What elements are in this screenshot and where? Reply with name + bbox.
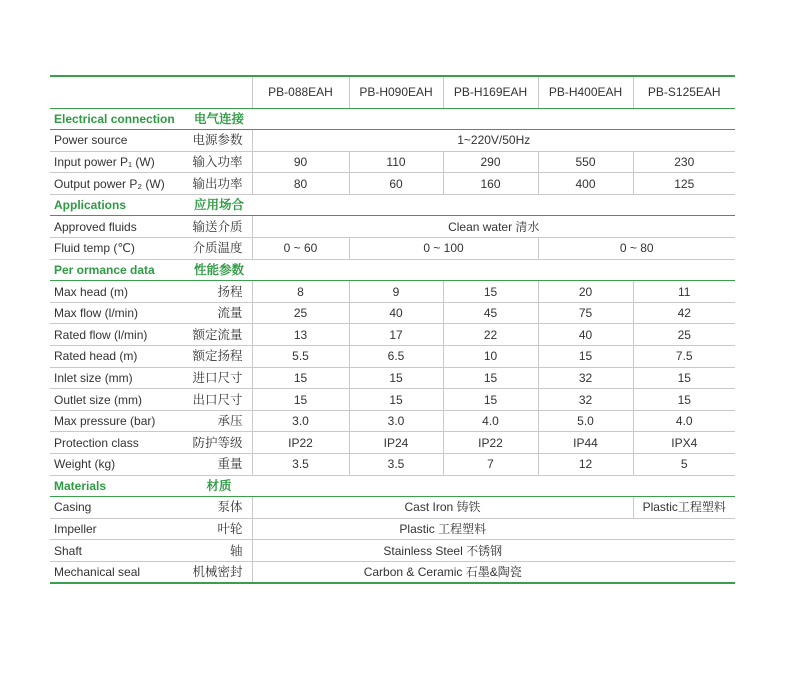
row-weight	[50, 454, 735, 476]
value-pb-h169eah: 22	[443, 324, 538, 346]
value-pb-h090eah: 17	[349, 324, 443, 346]
value-pb-h400eah: 15	[538, 346, 633, 368]
value-pb-s125eah: 15	[633, 367, 735, 389]
model-header-pb-h400eah: PB-H400EAH	[538, 76, 633, 108]
power-source-value: 1~220V/50Hz	[252, 130, 735, 152]
value-pb-h090eah: IP24	[349, 432, 443, 454]
row-power-source	[50, 130, 735, 152]
row-impeller	[50, 518, 735, 540]
row-label-en: Max pressure (bar)	[50, 410, 186, 432]
value-pb-088eah: 15	[252, 367, 349, 389]
row-label-zh: 扬程	[186, 281, 252, 303]
value-pb-h169eah: 160	[443, 173, 538, 195]
value-pb-088eah: 90	[252, 151, 349, 173]
header-row	[50, 76, 735, 108]
row-label-en: Shaft	[50, 540, 186, 562]
row-label-zh: 电源参数	[186, 130, 252, 152]
row-label-zh: 流量	[186, 302, 252, 324]
row-max-head	[50, 281, 735, 303]
value-pb-h400eah: 75	[538, 302, 633, 324]
row-label-zh: 重量	[186, 454, 252, 476]
row-label-zh: 防护等级	[186, 432, 252, 454]
value-pb-h400eah: 12	[538, 454, 633, 476]
row-label-en: Casing	[50, 497, 186, 519]
value-pb-088eah: 3.0	[252, 410, 349, 432]
value-pb-h169eah: IP22	[443, 432, 538, 454]
section-title-zh: 电气连接	[186, 108, 252, 130]
value-pb-s125eah: 125	[633, 173, 735, 195]
row-label-en: Input power P₁ (W)	[50, 151, 186, 173]
value-pb-h400eah: 40	[538, 324, 633, 346]
value-pb-h090eah: 3.5	[349, 454, 443, 476]
approved-fluids-value: Clean water 清水	[252, 216, 735, 238]
value-pb-s125eah: 230	[633, 151, 735, 173]
value-pb-h090eah: 60	[349, 173, 443, 195]
row-label-zh: 输送介质	[186, 216, 252, 238]
mechanical-seal-value: Carbon & Ceramic 石墨&陶瓷	[252, 561, 735, 583]
row-casing	[50, 497, 735, 519]
model-header-pb-h090eah: PB-H090EAH	[349, 76, 443, 108]
fluid-temp-value-pb-088eah: 0 ~ 60	[252, 238, 349, 260]
row-label-en: Protection class	[50, 432, 186, 454]
casing-value-main: Cast Iron 铸铁	[252, 497, 633, 519]
section-title-en: Materials	[50, 475, 186, 497]
row-approved-fluids	[50, 216, 735, 238]
row-label-zh: 进口尺寸	[186, 367, 252, 389]
row-rated-flow	[50, 324, 735, 346]
value-pb-h169eah: 15	[443, 281, 538, 303]
fluid-temp-value-h090-h169: 0 ~ 100	[349, 238, 538, 260]
section-performance-data	[50, 259, 735, 281]
value-pb-h169eah: 45	[443, 302, 538, 324]
row-label-en: Fluid temp (℃)	[50, 238, 186, 260]
row-label-en: Max flow (l/min)	[50, 302, 186, 324]
row-label-en: Inlet size (mm)	[50, 367, 186, 389]
value-pb-088eah: 25	[252, 302, 349, 324]
section-fill	[252, 194, 735, 216]
row-label-en: Impeller	[50, 518, 186, 540]
value-pb-088eah: 3.5	[252, 454, 349, 476]
row-label-en: Outlet size (mm)	[50, 389, 186, 411]
row-output-power	[50, 173, 735, 195]
section-title-zh: 材质	[186, 475, 252, 497]
value-pb-088eah: 15	[252, 389, 349, 411]
value-pb-s125eah: 42	[633, 302, 735, 324]
value-pb-h090eah: 6.5	[349, 346, 443, 368]
value-pb-h169eah: 15	[443, 389, 538, 411]
value-pb-h400eah: 400	[538, 173, 633, 195]
value-pb-s125eah: 11	[633, 281, 735, 303]
value-pb-h400eah: IP44	[538, 432, 633, 454]
row-label-zh: 叶轮	[186, 518, 252, 540]
casing-value-pb-s125eah: Plastic工程塑料	[633, 497, 735, 519]
row-label-zh: 额定流量	[186, 324, 252, 346]
value-pb-h169eah: 10	[443, 346, 538, 368]
row-label-zh: 介质温度	[186, 238, 252, 260]
row-label-zh: 出口尺寸	[186, 389, 252, 411]
row-label-en: Weight (kg)	[50, 454, 186, 476]
row-label-en: Mechanical seal	[50, 561, 186, 583]
value-pb-088eah: 8	[252, 281, 349, 303]
row-label-en: Rated head (m)	[50, 346, 186, 368]
row-label-zh: 机械密封	[186, 561, 252, 583]
header-blank-zh	[186, 76, 252, 108]
row-label-zh: 轴	[186, 540, 252, 562]
value-pb-h090eah: 15	[349, 367, 443, 389]
spec-table	[50, 75, 735, 584]
shaft-value: Stainless Steel 不锈钢	[252, 540, 735, 562]
row-label-zh: 输入功率	[186, 151, 252, 173]
section-fill	[252, 259, 735, 281]
section-title-zh: 性能参数	[186, 259, 252, 281]
model-header-pb-h169eah: PB-H169EAH	[443, 76, 538, 108]
value-pb-s125eah: 7.5	[633, 346, 735, 368]
value-pb-h400eah: 32	[538, 389, 633, 411]
header-blank-en	[50, 76, 186, 108]
value-pb-h090eah: 110	[349, 151, 443, 173]
row-outlet-size	[50, 389, 735, 411]
value-pb-h090eah: 3.0	[349, 410, 443, 432]
row-label-en: Max head (m)	[50, 281, 186, 303]
row-fluid-temp	[50, 238, 735, 260]
value-pb-088eah: 5.5	[252, 346, 349, 368]
fluid-temp-value-h400-s125: 0 ~ 80	[538, 238, 735, 260]
value-pb-h169eah: 15	[443, 367, 538, 389]
row-label-en: Output power P₂ (W)	[50, 173, 186, 195]
value-pb-s125eah: IPX4	[633, 432, 735, 454]
section-title-zh: 应用场合	[186, 194, 252, 216]
row-max-pressure	[50, 410, 735, 432]
section-applications	[50, 194, 735, 216]
value-pb-088eah: 80	[252, 173, 349, 195]
value-pb-088eah: 13	[252, 324, 349, 346]
row-label-en: Power source	[50, 130, 186, 152]
value-pb-s125eah: 25	[633, 324, 735, 346]
row-max-flow	[50, 302, 735, 324]
model-header-pb-s125eah: PB-S125EAH	[633, 76, 735, 108]
row-protection-class	[50, 432, 735, 454]
row-shaft	[50, 540, 735, 562]
value-pb-s125eah: 15	[633, 389, 735, 411]
section-title-en: Applications	[50, 194, 186, 216]
value-pb-h090eah: 15	[349, 389, 443, 411]
value-pb-h400eah: 550	[538, 151, 633, 173]
value-pb-h400eah: 20	[538, 281, 633, 303]
row-label-zh: 泵体	[186, 497, 252, 519]
value-pb-h090eah: 40	[349, 302, 443, 324]
model-header-pb-088eah: PB-088EAH	[252, 76, 349, 108]
value-pb-h169eah: 290	[443, 151, 538, 173]
row-input-power	[50, 151, 735, 173]
value-pb-h169eah: 7	[443, 454, 538, 476]
section-fill	[252, 475, 735, 497]
row-label-en: Approved fluids	[50, 216, 186, 238]
row-rated-head	[50, 346, 735, 368]
value-pb-h090eah: 9	[349, 281, 443, 303]
impeller-value: Plastic 工程塑料	[252, 518, 735, 540]
row-label-zh: 承压	[186, 410, 252, 432]
value-pb-h400eah: 32	[538, 367, 633, 389]
section-title-en: Electrical connection	[50, 108, 186, 130]
row-label-en: Rated flow (l/min)	[50, 324, 186, 346]
section-materials	[50, 475, 735, 497]
row-label-zh: 输出功率	[186, 173, 252, 195]
row-mechanical-seal	[50, 561, 735, 583]
row-inlet-size	[50, 367, 735, 389]
section-title-en: Per ormance data	[50, 259, 186, 281]
section-fill	[252, 108, 735, 130]
section-electrical-connection	[50, 108, 735, 130]
value-pb-088eah: IP22	[252, 432, 349, 454]
row-label-zh: 额定扬程	[186, 346, 252, 368]
value-pb-s125eah: 4.0	[633, 410, 735, 432]
value-pb-h169eah: 4.0	[443, 410, 538, 432]
value-pb-s125eah: 5	[633, 454, 735, 476]
value-pb-h400eah: 5.0	[538, 410, 633, 432]
